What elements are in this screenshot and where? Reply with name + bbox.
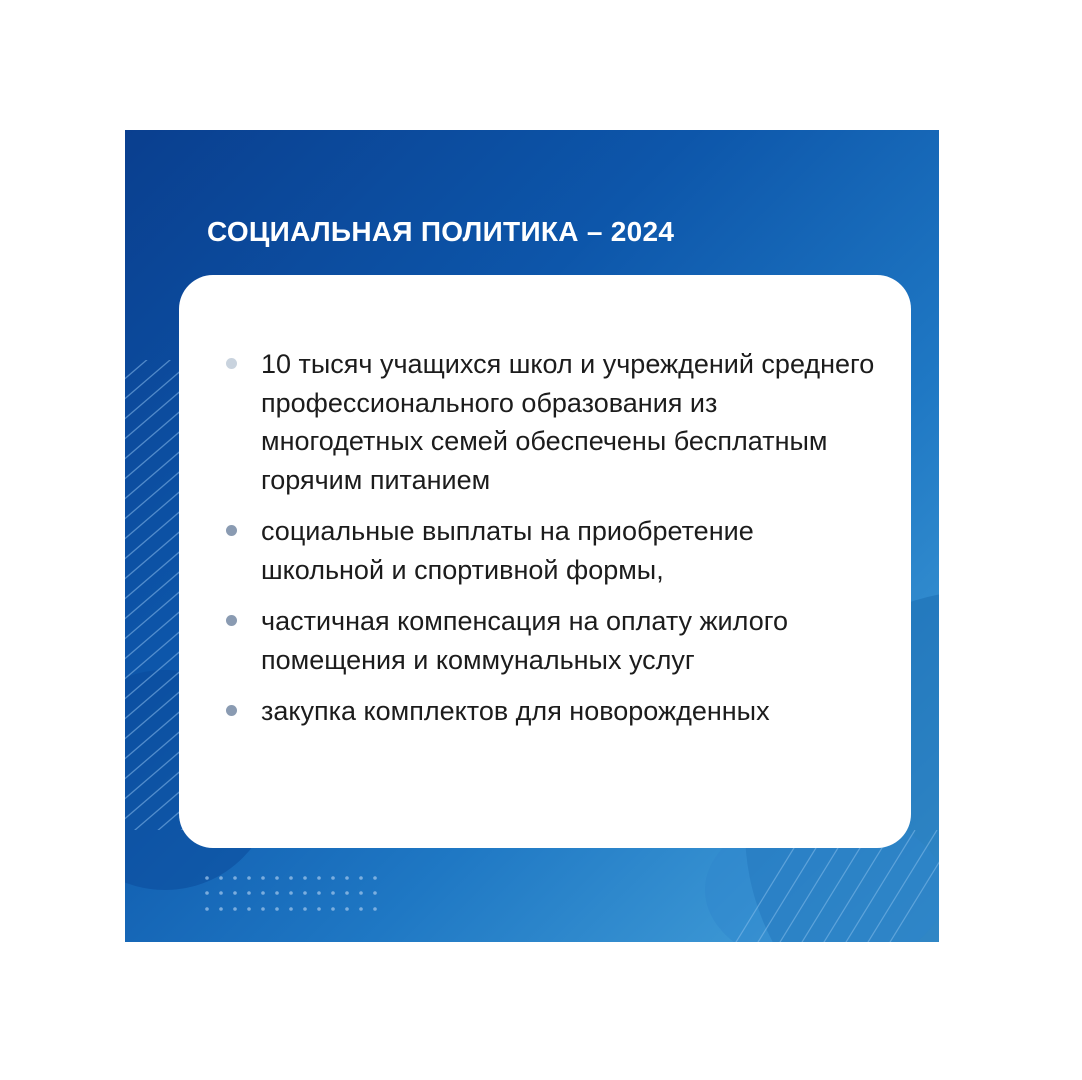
page-title: СОЦИАЛЬНАЯ ПОЛИТИКА – 2024 — [207, 216, 675, 247]
bullet-dot-icon — [226, 615, 237, 626]
list-item-text: закупка комплектов для новорожденных — [261, 696, 770, 726]
list-item-text: 10 тысяч учащихся школ и учреждений среднего профессионального образования из многодетных семей обеспечены бесплатным горячим питанием — [261, 349, 875, 495]
social-policy-card — [125, 130, 939, 942]
content-panel — [179, 275, 911, 848]
policy-list — [179, 345, 911, 744]
list-item — [179, 692, 911, 731]
list-item — [179, 602, 911, 679]
list-item-text: социальные выплаты на приобретение школьной и спортивной формы, — [261, 516, 754, 585]
list-item — [179, 512, 911, 589]
list-item — [179, 345, 911, 499]
bullet-dot-icon — [226, 705, 237, 716]
bullet-dot-icon — [226, 358, 237, 369]
list-item-text: частичная компенсация на оплату жилого помещения и коммунальных услуг — [261, 606, 788, 675]
bullet-dot-icon — [226, 525, 237, 536]
